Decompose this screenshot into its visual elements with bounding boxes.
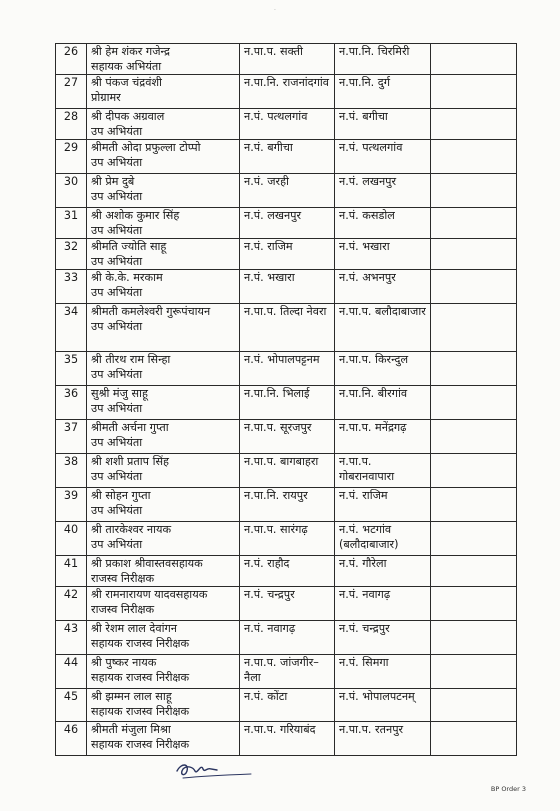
table-row [56, 239, 517, 270]
remarks-cell [431, 270, 517, 304]
serial-cell: 43 [56, 621, 87, 655]
name-cell [87, 420, 240, 454]
table-row [56, 420, 517, 454]
from-cell: न.पं. राहौद [240, 556, 335, 587]
employee-name: श्री शशी प्रताप सिंह [91, 455, 169, 468]
employee-name: श्री पुष्कर नायक [91, 656, 157, 669]
table-row [56, 689, 517, 722]
employee-post: उप अभियंता [91, 401, 143, 415]
from-cell: न.पं. बगीचा [240, 140, 335, 174]
table-row [56, 556, 517, 587]
remarks-cell [431, 587, 517, 621]
serial-cell: 38 [56, 454, 87, 488]
serial-cell: 32 [56, 239, 87, 270]
scan-dot: . [274, 5, 276, 12]
employee-name: श्री प्रकाश श्रीवास्तवसहायक [91, 557, 203, 570]
from-cell: न.पा.नि. भिलाई [240, 386, 335, 420]
to-cell: न.पं. भखारा [335, 239, 431, 270]
serial-cell: 42 [56, 587, 87, 621]
employee-post: सहायक राजस्व निरीक्षक [91, 670, 190, 684]
serial-cell: 40 [56, 522, 87, 556]
employee-name: श्री पंकज चंद्रवंशी [91, 76, 162, 89]
name-cell [87, 386, 240, 420]
table-row [56, 488, 517, 522]
employee-post: उप अभियंता [91, 223, 143, 237]
employee-name: श्री प्रेम दुबे [91, 175, 135, 188]
serial-cell: 37 [56, 420, 87, 454]
employee-post: उप अभियंता [91, 319, 143, 333]
name-cell [87, 270, 240, 304]
name-cell [87, 140, 240, 174]
table-row [56, 621, 517, 655]
transfer-table [55, 43, 517, 756]
remarks-cell [431, 174, 517, 208]
from-cell: न.पा.प. जांजगीर–नैला [240, 655, 335, 689]
from-cell: न.पा.प. सक्ती [240, 44, 335, 75]
serial-cell: 39 [56, 488, 87, 522]
from-cell: न.पं. नवागढ़ [240, 621, 335, 655]
to-cell: न.पा.प. रतनपुर [335, 722, 431, 756]
table-row [56, 174, 517, 208]
name-cell [87, 239, 240, 270]
from-cell: न.पं. कोंटा [240, 689, 335, 722]
serial-cell: 31 [56, 208, 87, 239]
employee-post: उप अभियंता [91, 367, 143, 381]
table-row [56, 454, 517, 488]
employee-name: श्री तीरथ राम सिन्हा [91, 353, 171, 366]
from-cell: न.पा.नि. राजनांदगांव [240, 75, 335, 109]
serial-cell: 46 [56, 722, 87, 756]
serial-cell: 33 [56, 270, 87, 304]
to-cell: न.पा.नि. चिरमिरी [335, 44, 431, 75]
from-cell: न.पा.प. सारंगढ़ [240, 522, 335, 556]
serial-cell: 30 [56, 174, 87, 208]
employee-post: राजस्व निरीक्षक [91, 571, 155, 585]
serial-cell: 45 [56, 689, 87, 722]
remarks-cell [431, 488, 517, 522]
remarks-cell [431, 75, 517, 109]
table-row [56, 522, 517, 556]
from-cell: न.पं. चन्द्रपुर [240, 587, 335, 621]
table-row [56, 270, 517, 304]
serial-cell: 27 [56, 75, 87, 109]
from-cell: न.पा.प. तिल्दा नेवरा [240, 304, 335, 352]
employee-post: सहायक अभियंता [91, 59, 162, 73]
employee-post: प्रोग्रामर [91, 90, 121, 104]
remarks-cell [431, 556, 517, 587]
from-cell: न.पं. लखनपुर [240, 208, 335, 239]
serial-cell: 35 [56, 352, 87, 386]
employee-name: श्री के.के. मरकाम [91, 271, 163, 284]
remarks-cell [431, 109, 517, 140]
name-cell [87, 75, 240, 109]
from-cell: न.पा.नि. रायपुर [240, 488, 335, 522]
employee-post: उप अभियंता [91, 503, 143, 517]
name-cell [87, 689, 240, 722]
employee-post: उप अभियंता [91, 155, 143, 169]
employee-post: सहायक राजस्व निरीक्षक [91, 636, 190, 650]
table-row [56, 208, 517, 239]
to-cell: न.पं. राजिम [335, 488, 431, 522]
name-cell [87, 208, 240, 239]
to-cell: न.पं. अभनपुर [335, 270, 431, 304]
from-cell: न.पा.प. सूरजपुर [240, 420, 335, 454]
table-row [56, 352, 517, 386]
employee-name: श्री रेशम लाल देवांगन [91, 622, 177, 635]
name-cell [87, 174, 240, 208]
employee-post: उप अभियंता [91, 189, 143, 203]
employee-post: उप अभियंता [91, 285, 143, 299]
footer-page-label: BP Order 3 [490, 785, 526, 793]
from-cell: न.पा.प. बागबाहरा [240, 454, 335, 488]
table-row [56, 587, 517, 621]
to-cell: न.पं. लखनपुर [335, 174, 431, 208]
remarks-cell [431, 304, 517, 352]
employee-post: उप अभियंता [91, 537, 143, 551]
remarks-cell [431, 454, 517, 488]
remarks-cell [431, 352, 517, 386]
table-row [56, 722, 517, 756]
from-cell: न.पं. राजिम [240, 239, 335, 270]
employee-post: उप अभियंता [91, 435, 143, 449]
employee-name: श्री अशोक कुमार सिंह [91, 209, 180, 222]
from-cell: न.पं. भोपालपट्टनम [240, 352, 335, 386]
employee-post: उप अभियंता [91, 254, 143, 268]
employee-name: श्रीमती अर्चना गुप्ता [91, 421, 169, 434]
signature-scribble [173, 759, 253, 781]
to-cell: न.पा.नि. दुर्ग [335, 75, 431, 109]
signature-icon [173, 759, 253, 785]
employee-post: उप अभियंता [91, 469, 143, 483]
remarks-cell [431, 208, 517, 239]
remarks-cell [431, 140, 517, 174]
employee-post: सहायक राजस्व निरीक्षक [91, 704, 190, 718]
employee-post: सहायक राजस्व निरीक्षक [91, 737, 190, 751]
employee-name: श्रीमति ज्योति साहू [91, 240, 167, 253]
table-row [56, 304, 517, 352]
name-cell [87, 44, 240, 75]
remarks-cell [431, 689, 517, 722]
to-cell: न.पं. बगीचा [335, 109, 431, 140]
serial-cell: 34 [56, 304, 87, 352]
remarks-cell [431, 239, 517, 270]
remarks-cell [431, 420, 517, 454]
serial-cell: 28 [56, 109, 87, 140]
remarks-cell [431, 386, 517, 420]
employee-name: श्री रामनारायण यादवसहायक [91, 588, 208, 601]
serial-cell: 41 [56, 556, 87, 587]
name-cell [87, 556, 240, 587]
to-cell: न.पं. नवागढ़ [335, 587, 431, 621]
name-cell [87, 522, 240, 556]
name-cell [87, 454, 240, 488]
employee-name: श्री हेम शंकर गजेन्द्र [91, 45, 170, 58]
employee-name: श्रीमती मंजुला मिश्रा [91, 723, 171, 736]
remarks-cell [431, 522, 517, 556]
serial-cell: 29 [56, 140, 87, 174]
name-cell [87, 655, 240, 689]
remarks-cell [431, 722, 517, 756]
to-cell: न.पं. गौरेला [335, 556, 431, 587]
employee-name: श्रीमती ओदा प्रफुल्ला टोप्पो [91, 141, 201, 154]
serial-cell: 36 [56, 386, 87, 420]
remarks-cell [431, 621, 517, 655]
to-cell: न.पा.प. मनेंद्रगढ़ [335, 420, 431, 454]
table-row [56, 109, 517, 140]
table-row [56, 140, 517, 174]
table-row [56, 44, 517, 75]
from-cell: न.पा.प. गरियाबंद [240, 722, 335, 756]
table-row [56, 386, 517, 420]
to-cell: न.पं. कसडोल [335, 208, 431, 239]
name-cell [87, 109, 240, 140]
table-row [56, 655, 517, 689]
employee-name: सुश्री मंजु साहू [91, 387, 148, 400]
serial-cell: 44 [56, 655, 87, 689]
name-cell [87, 304, 240, 352]
from-cell: न.पं. जरही [240, 174, 335, 208]
to-cell: न.पं. पत्थलगांव [335, 140, 431, 174]
from-cell: न.पं. पत्थलगांव [240, 109, 335, 140]
name-cell [87, 587, 240, 621]
name-cell [87, 488, 240, 522]
to-cell: न.पं. भोपालपटनम् [335, 689, 431, 722]
employee-name: श्री सोहन गुप्ता [91, 489, 151, 502]
employee-name: श्री झम्मन लाल साहू [91, 690, 172, 703]
remarks-cell [431, 44, 517, 75]
to-cell: न.पा.प. किरन्दुल [335, 352, 431, 386]
name-cell [87, 352, 240, 386]
to-cell: न.पं. चन्द्रपुर [335, 621, 431, 655]
to-cell: न.पा.प. गोबरानवापारा [335, 454, 431, 488]
employee-name: श्री दीपक अग्रवाल [91, 110, 165, 123]
to-cell: न.पं. भटगांव (बलौदाबाजार) [335, 522, 431, 556]
employee-post: राजस्व निरीक्षक [91, 602, 155, 616]
to-cell: न.पा.नि. बीरगांव [335, 386, 431, 420]
name-cell [87, 621, 240, 655]
remarks-cell [431, 655, 517, 689]
name-cell [87, 722, 240, 756]
employee-post: उप अभियंता [91, 124, 143, 138]
table-row [56, 75, 517, 109]
to-cell: न.पं. सिमगा [335, 655, 431, 689]
serial-cell: 26 [56, 44, 87, 75]
transfer-table-body [56, 44, 517, 756]
employee-name: श्रीमती कमलेश्वरी गुरूपंचायन [91, 305, 211, 318]
from-cell: न.पं. भखारा [240, 270, 335, 304]
to-cell: न.पा.प. बलौदाबाजार [335, 304, 431, 352]
employee-name: श्री तारकेश्वर नायक [91, 523, 172, 536]
